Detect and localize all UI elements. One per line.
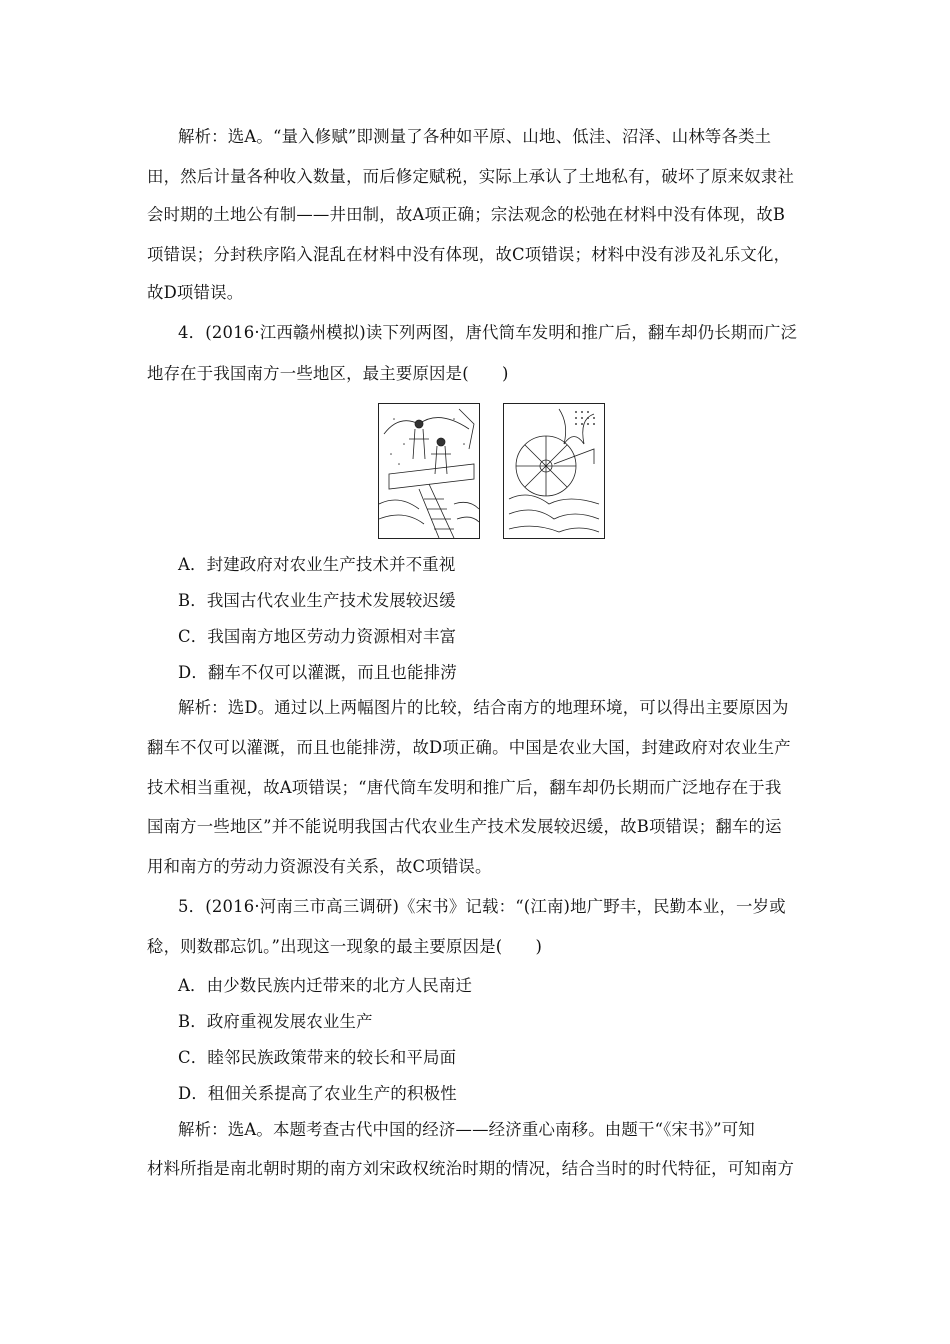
question-4-stem-line-1: 4．(2016·江西赣州模拟)读下列两图，唐代筒车发明和推广后，翻车却仍长期而广泛	[178, 323, 798, 342]
analysis-4-line-2: 翻车不仅可以灌溉，而且也能排涝，故D项正确。中国是农业大国，封建政府对农业生产	[147, 738, 791, 757]
question-5-stem-line-2: 稔，则数郡忘饥。”出现这一现象的最主要原因是( )	[147, 937, 543, 956]
analysis-3-line-5: 故D项错误。	[147, 283, 244, 302]
question-4-option-a: A．封建政府对农业生产技术并不重视	[178, 555, 456, 574]
question-4-option-b: B．我国古代农业生产技术发展较迟缓	[178, 591, 456, 610]
question-5-stem-line-1: 5．(2016·河南三市高三调研)《宋书》记载：“(江南)地广野丰，民勤本业，一岁或	[178, 897, 786, 916]
analysis-4-line-3: 技术相当重视，故A项错误；“唐代筒车发明和推广后，翻车却仍长期而广泛地存在于我	[147, 778, 782, 797]
analysis-4-line-5: 用和南方的劳动力资源没有关系，故C项错误。	[147, 857, 492, 876]
question-4-option-c: C．我国南方地区劳动力资源相对丰富	[178, 627, 457, 646]
question-5-option-d: D．租佃关系提高了农业生产的积极性	[178, 1084, 457, 1103]
question-4-stem-line-2: 地存在于我国南方一些地区，最主要原因是( )	[147, 364, 509, 383]
analysis-3-line-3: 会时期的土地公有制——井田制，故A项正确；宗法观念的松弛在材料中没有体现，故B	[147, 205, 786, 224]
question-5-option-a: A．由少数民族内迁带来的北方人民南迁	[178, 976, 473, 995]
question-5-option-c: C．睦邻民族政策带来的较长和平局面	[178, 1048, 457, 1067]
analysis-5-line-1: 解析：选A。本题考查古代中国的经济——经济重心南移。由题干“《宋书》”可知	[178, 1120, 755, 1139]
question-5-option-b: B．政府重视发展农业生产	[178, 1012, 373, 1031]
analysis-4-line-4: 国南方一些地区”并不能说明我国古代农业生产技术发展较迟缓，故B项错误；翻车的运	[147, 817, 782, 836]
analysis-5-line-2: 材料所指是南北朝时期的南方刘宋政权统治时期的情况，结合当时的时代特征，可知南方	[147, 1159, 795, 1178]
analysis-3-line-4: 项错误；分封秩序陷入混乱在材料中没有体现，故C项错误；材料中没有涉及礼乐文化，	[147, 245, 791, 264]
analysis-3-line-2: 田，然后计量各种收入数量，而后修定赋税，实际上承认了土地私有，破坏了原来奴隶社	[147, 167, 795, 186]
analysis-3-line-1: 解析：选A。“量入修赋”即测量了各种如平原、山地、低洼、沼泽、山林等各类土	[178, 127, 772, 146]
analysis-4-line-1: 解析：选D。通过以上两幅图片的比较，结合南方的地理环境，可以得出主要原因为	[178, 698, 789, 717]
fanche-illustration	[378, 403, 480, 539]
tongche-illustration	[503, 403, 605, 539]
question-4-option-d: D．翻车不仅可以灌溉，而且也能排涝	[178, 663, 457, 682]
